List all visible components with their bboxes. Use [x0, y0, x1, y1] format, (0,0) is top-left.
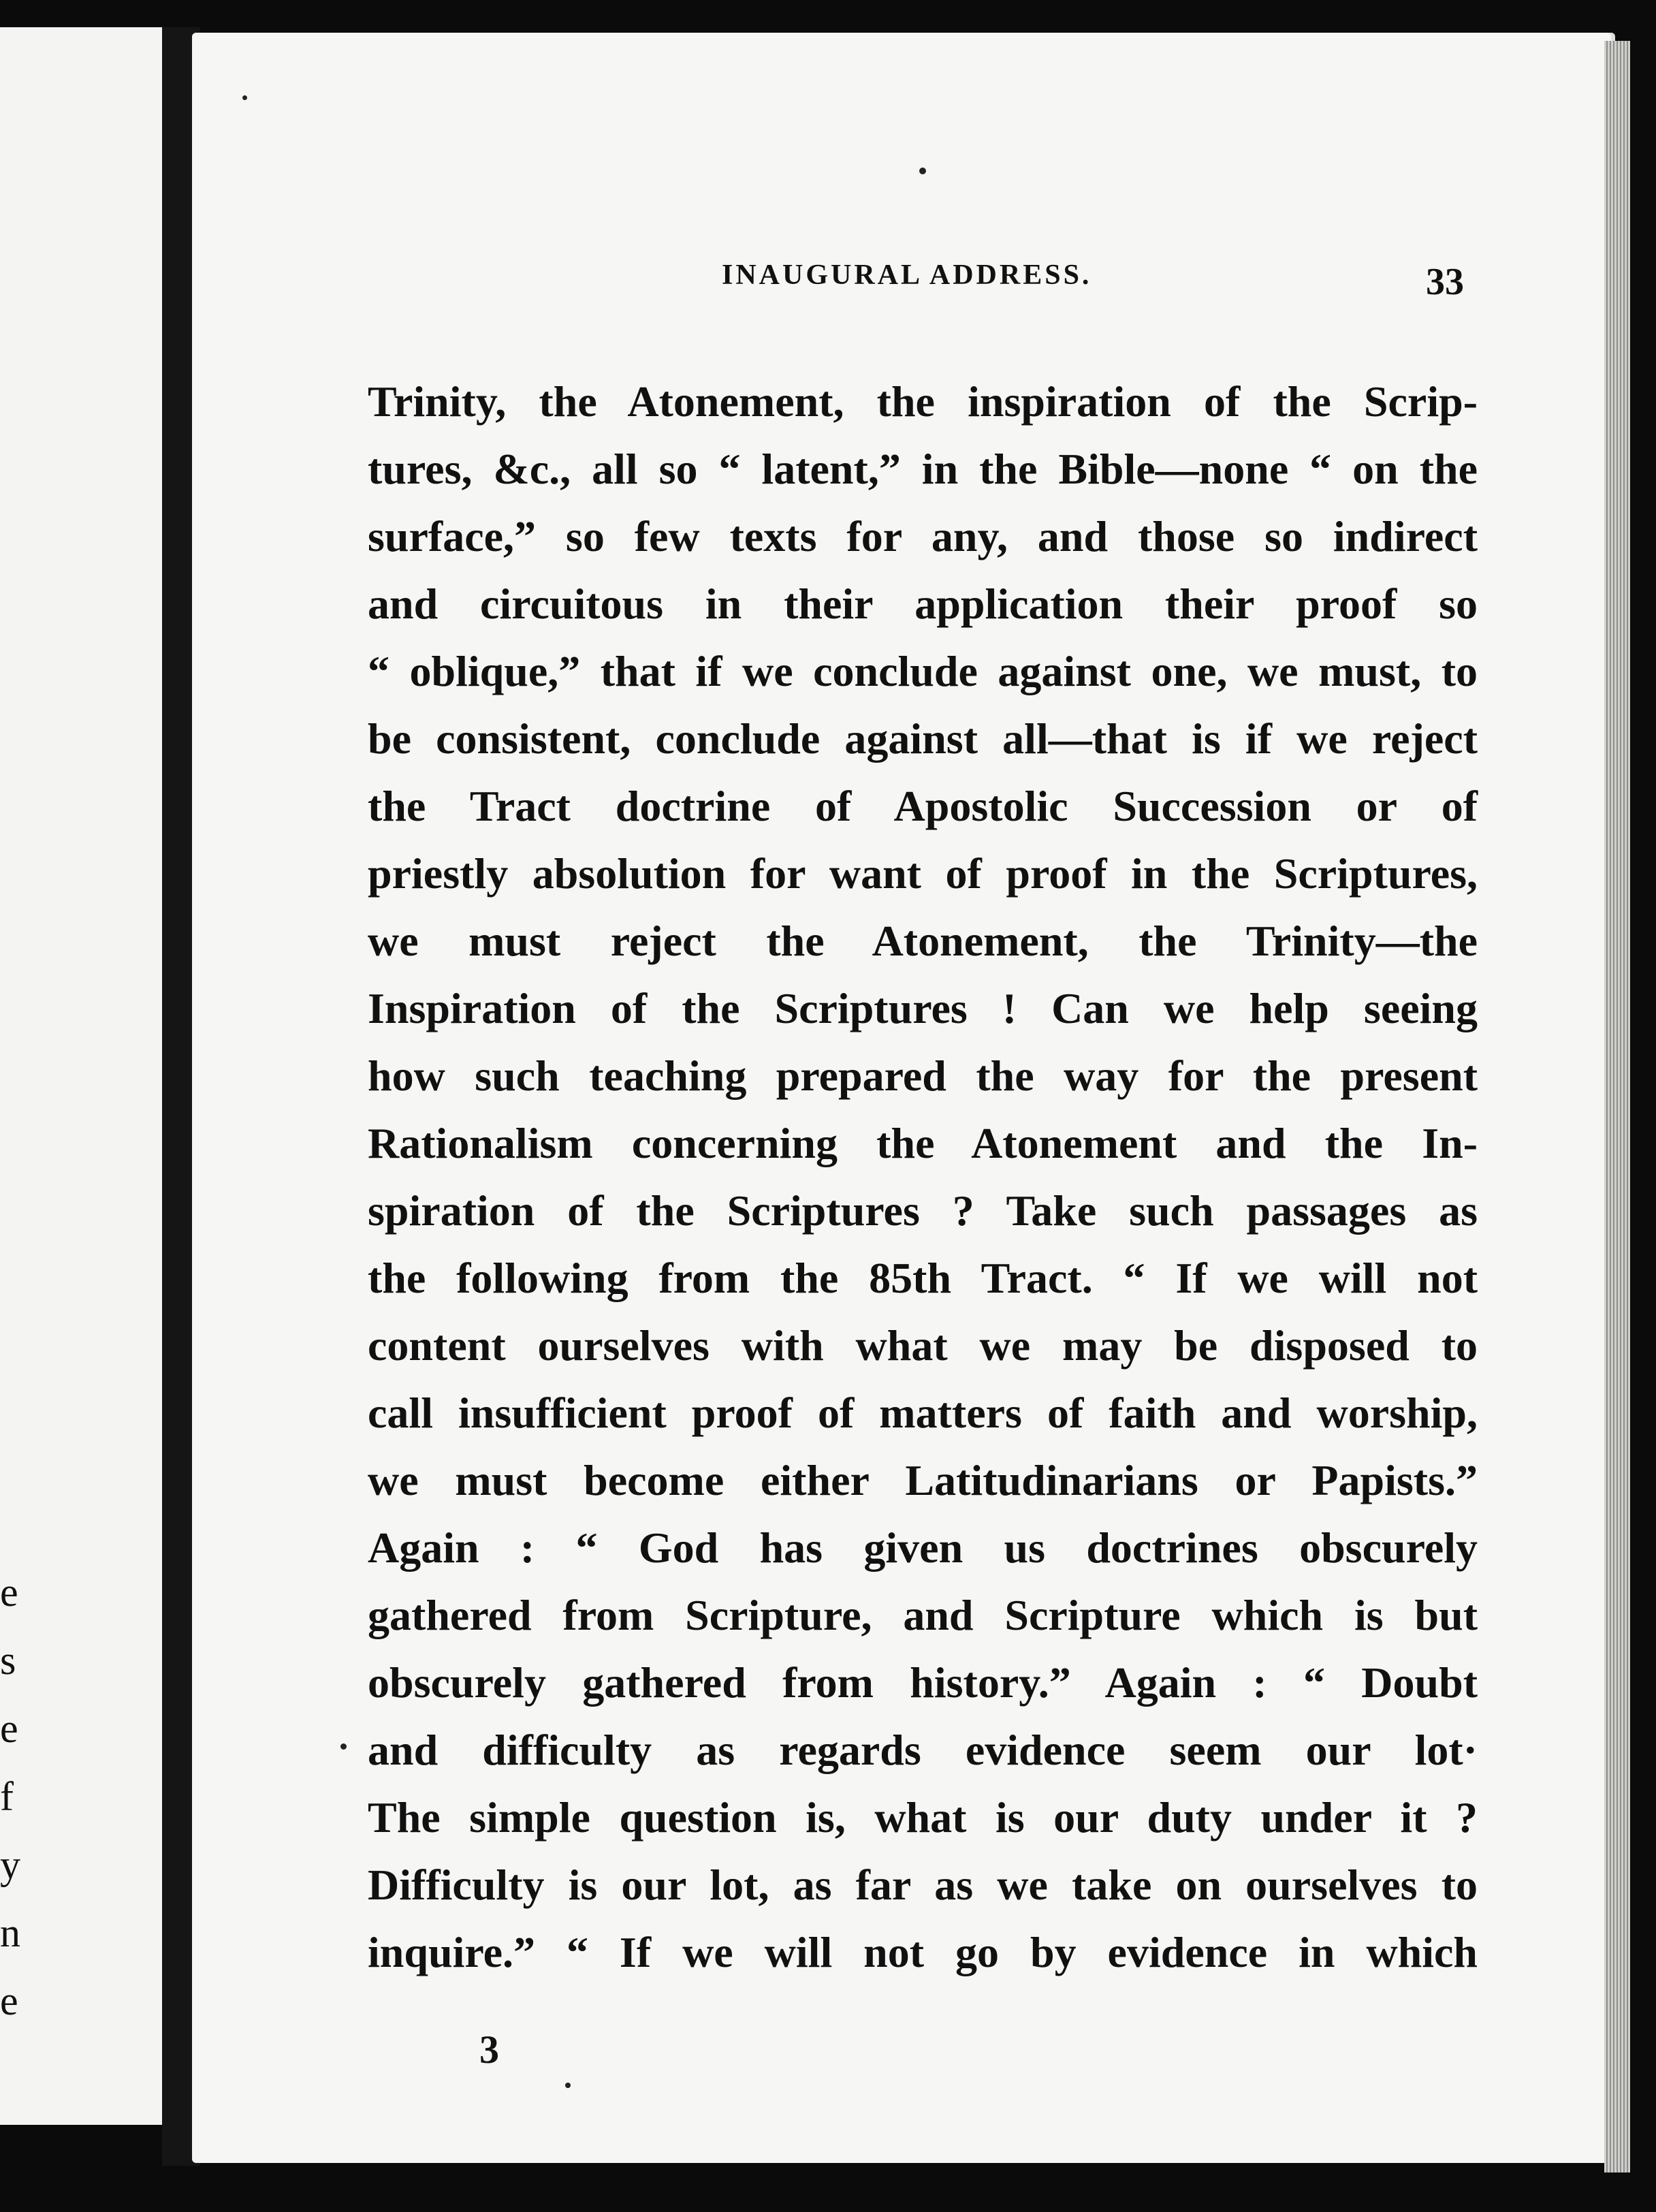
text-line: Inspiration of the Scriptures ! Can we help seeing [368, 984, 1478, 1032]
running-header: INAUGURAL ADDRESS. [722, 259, 1092, 291]
paper-speck [242, 95, 247, 100]
paper-speck [565, 2083, 571, 2088]
text-line: call insufficient proof of matters of faith and worship, [368, 1389, 1478, 1437]
text-line: tures, &c., all so “ latent,” in the Bible—none “ on the [368, 445, 1478, 493]
text-line: obscurely gathered from history.” Again : “ Doubt [368, 1658, 1478, 1707]
paper-speck [919, 168, 926, 174]
text-line: we must reject the Atonement, the Trinity—the [368, 917, 1478, 965]
text-line: how such teaching prepared the way for the present [368, 1052, 1478, 1100]
body-text [368, 368, 1478, 1986]
text-line: Trinity, the Atonement, the inspiration of the Scrip- [368, 377, 1478, 426]
facing-page-glyph: y [0, 1842, 20, 1887]
text-line: gathered from Scripture, and Scripture which is but [368, 1591, 1478, 1639]
text-line: Rationalism concerning the Atonement and the In- [368, 1119, 1478, 1167]
facing-page [0, 27, 165, 2125]
text-line: The simple question is, what is our duty under it ? [368, 1793, 1478, 1842]
text-line: Again : “ God has given us doctrines obscurely [368, 1523, 1478, 1572]
facing-page-glyph: f [0, 1774, 14, 1819]
signature-mark: 3 [479, 2027, 499, 2072]
page-number: 33 [1426, 261, 1464, 303]
facing-page-glyph: n [0, 1910, 20, 1955]
facing-page-glyph: e [0, 1706, 18, 1751]
paper-speck [340, 1743, 347, 1750]
text-line: and circuitous in their application their proof so [368, 580, 1478, 628]
text-line: Difficulty is our lot, as far as we take on ourselves to [368, 1861, 1478, 1909]
text-line: we must become either Latitudinarians or Papists.” [368, 1456, 1478, 1504]
text-line: priestly absolution for want of proof in the Scriptures, [368, 849, 1478, 898]
text-line: inquire.” “ If we will not go by evidence in which [368, 1928, 1478, 1976]
text-line: the following from the 85th Tract. “ If we will not [368, 1254, 1478, 1302]
text-line: be consistent, conclude against all—that is if we reject [368, 714, 1478, 763]
text-line: surface,” so few texts for any, and those so indirect [368, 512, 1478, 560]
text-line: and difficulty as regards evidence seem our lot· [368, 1726, 1478, 1774]
text-line: spiration of the Scriptures ? Take such passages as [368, 1186, 1478, 1235]
facing-page-glyph: e [0, 1570, 18, 1615]
text-line: the Tract doctrine of Apostolic Succession or of [368, 782, 1478, 830]
facing-page-glyph: s [0, 1638, 16, 1683]
page-edges [1604, 41, 1630, 2172]
text-line: “ oblique,” that if we conclude against one, we must, to [368, 647, 1478, 695]
facing-page-glyph: e [0, 1978, 18, 2023]
text-line: content ourselves with what we may be disposed to [368, 1321, 1478, 1370]
